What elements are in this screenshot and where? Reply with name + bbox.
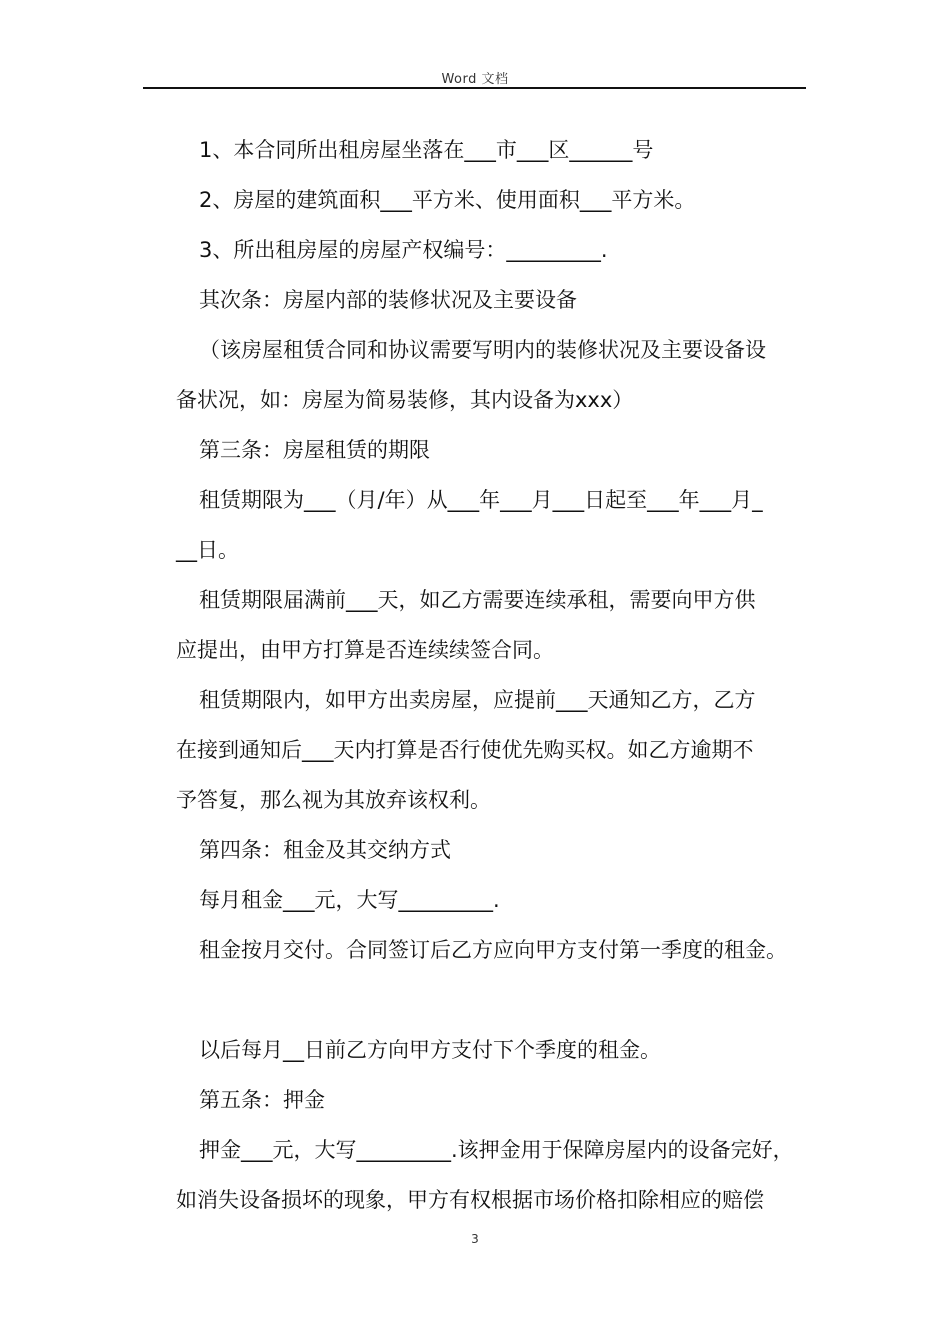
text-line-20: 押金___元，大写_________.该押金用于保障房屋内的设备完好， bbox=[199, 1138, 794, 1162]
text-line-9: __日。 bbox=[176, 538, 239, 562]
section-heading-3: 第三条：房屋租赁的期限 bbox=[199, 438, 430, 462]
text-line-6: 备状况，如：房屋为简易装修，其内设备为xxx） bbox=[176, 388, 634, 412]
text-line-14: 予答复，那么视为其放弃该权利。 bbox=[176, 788, 491, 812]
text-line-2: 2、房屋的建筑面积___平方米、使用面积___平方米。 bbox=[199, 188, 696, 212]
text-line-17: 租金按月交付。合同签订后乙方应向甲方支付第一季度的租金。 bbox=[199, 938, 787, 962]
text-line-5: （该房屋租赁合同和协议需要写明内的装修状况及主要设备设 bbox=[199, 338, 766, 362]
text-line-13: 在接到通知后___天内打算是否行使优先购买权。如乙方逾期不 bbox=[176, 738, 754, 762]
text-line-8: 租赁期限为___（月/年）从___年___月___日起至___年___月_ bbox=[199, 488, 763, 512]
page-header-title: Word 文档 bbox=[441, 72, 509, 87]
text-line-3: 3、所出租房屋的房屋产权编号：_________. bbox=[199, 238, 608, 262]
text-line-11: 应提出，由甲方打算是否连续续签合同。 bbox=[176, 638, 554, 662]
page-number: 3 bbox=[471, 1232, 479, 1246]
text-line-16: 每月租金___元，大写_________. bbox=[199, 888, 500, 912]
text-line-21: 如消失设备损坏的现象，甲方有权根据市场价格扣除相应的赔偿 bbox=[176, 1188, 764, 1212]
text-line-1: 1、本合同所出租房屋坐落在___市___区______号 bbox=[199, 138, 654, 162]
section-heading-4: 第四条：租金及其交纳方式 bbox=[199, 838, 451, 862]
text-line-18: 以后每月__日前乙方向甲方支付下个季度的租金。 bbox=[199, 1038, 661, 1062]
text-line-10: 租赁期限届满前___天，如乙方需要连续承租，需要向甲方供 bbox=[199, 588, 756, 612]
text-line-12: 租赁期限内，如甲方出卖房屋，应提前___天通知乙方，乙方 bbox=[199, 688, 756, 712]
section-heading-5: 第五条：押金 bbox=[199, 1088, 325, 1112]
section-heading-2: 其次条：房屋内部的装修状况及主要设备 bbox=[199, 288, 577, 312]
